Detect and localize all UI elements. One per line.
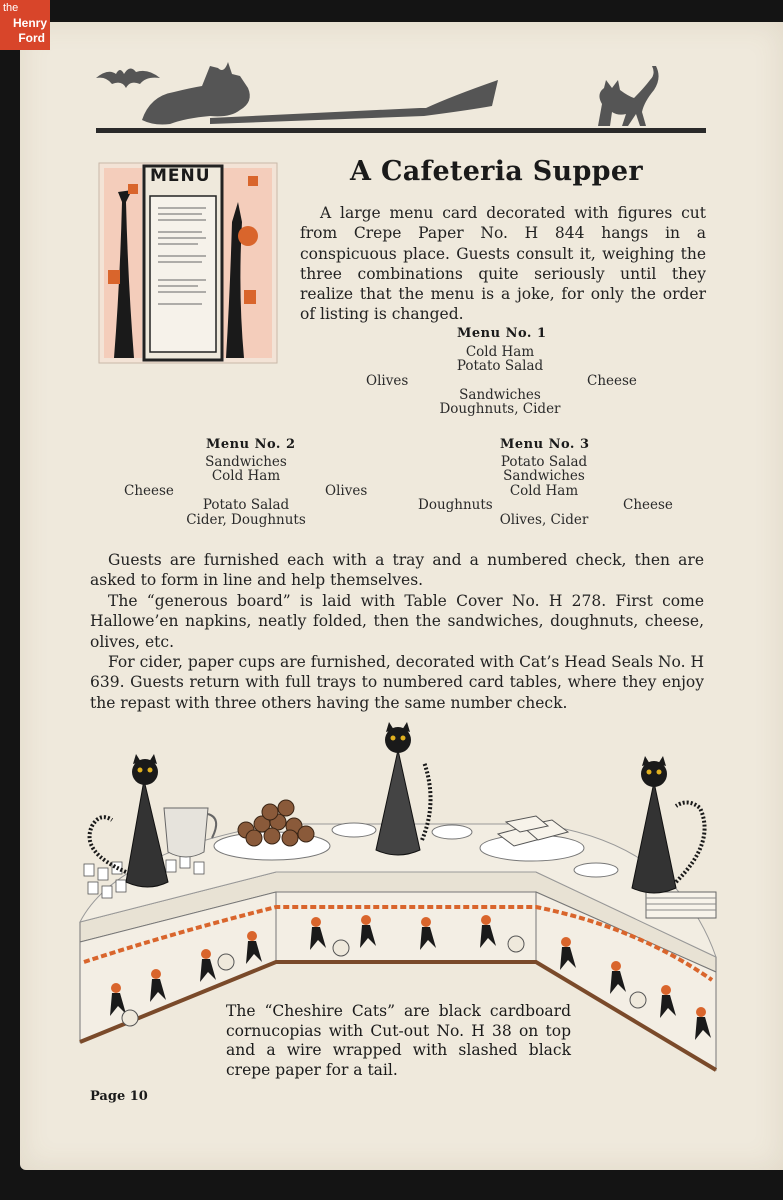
menu1-item-left: Olives [366,373,409,389]
page-number: Page 10 [90,1089,148,1104]
cheshire-cat-icon [376,722,431,855]
menu3-item: Potato Salad [500,454,588,470]
broom-icon [210,80,498,124]
menu2-heading: Menu No. 2 [206,437,296,452]
body-paragraph-2: The “generous board” is laid with Table Cover No. H 278. First come Hallowe’en napkins, neatly folded, then the sandwiches, doughnuts, cheese, olives, etc. [90,592,704,651]
menu1-item: Sandwiches [459,387,541,403]
menu3-item-left: Doughnuts [418,497,493,513]
body-paragraph-1: Guests are furnished each with a tray and a numbered check, then are asked to form in line and help themselves. [90,551,704,590]
menu3-item: Sandwiches [503,468,585,484]
logo-line-2: Henry [12,16,47,30]
bat-icon [96,68,160,88]
intro-paragraph: A large menu card decorated with figures cut from Crepe Paper No. H 844 hangs in a conspicuous place. Guests consult it, weighing the three combinations quite seriously until they realize that the menu is a joke, for only the order of listing is changed. [300,204,706,324]
body-paragraph-3: For cider, paper cups are furnished, decorated with Cat’s Head Seals No. H 639. Guests return with full trays to numbered card tables, where they enjoy the repast with three others having the same number check. [90,653,704,712]
menu1-item-right: Cheese [587,373,637,389]
cat-icon [598,66,659,126]
witch-broom-cat-header-illustration [90,58,710,138]
menu3-item: Olives, Cider [499,512,589,528]
pumpkin-icon [218,954,234,970]
page-title: A Cafeteria Supper [350,156,643,187]
pumpkin-icon [333,940,349,956]
cheshire-cat-icon [632,756,705,893]
menu2-item: Cold Ham [211,468,281,484]
header-rule [96,128,706,133]
cheshire-cat-icon [90,754,168,887]
logo-line-1: the [3,2,19,14]
witch-icon [142,62,250,125]
menu2-item-left: Cheese [124,483,174,499]
menu-card-illustration [98,162,278,364]
pumpkin-icon [508,936,524,952]
menu1-item: Cold Ham [465,344,535,360]
menu1-item: Doughnuts, Cider [439,401,561,417]
pumpkin-icon [630,992,646,1008]
menu1-heading: Menu No. 1 [457,326,547,341]
henry-ford-logo [0,0,50,50]
menu1-item: Potato Salad [456,358,544,374]
menu3-item: Cold Ham [509,483,579,499]
menu-card-label: MENU [150,166,211,186]
illustration-caption: The “Cheshire Cats” are black cardboard cornucopias with Cut-out No. H 38 on top and a wire wrapped with slashed black crepe paper for a tail. [226,1002,571,1079]
menu2-item-right: Olives [325,483,368,499]
menu2-item: Potato Salad [202,497,290,513]
menu2-item: Cider, Doughnuts [186,512,306,528]
menu2-item: Sandwiches [205,454,287,470]
logo-line-3: Ford [18,31,45,45]
menu3-heading: Menu No. 3 [500,437,590,452]
pumpkin-icon [122,1010,138,1026]
menu3-item-right: Cheese [623,497,673,513]
